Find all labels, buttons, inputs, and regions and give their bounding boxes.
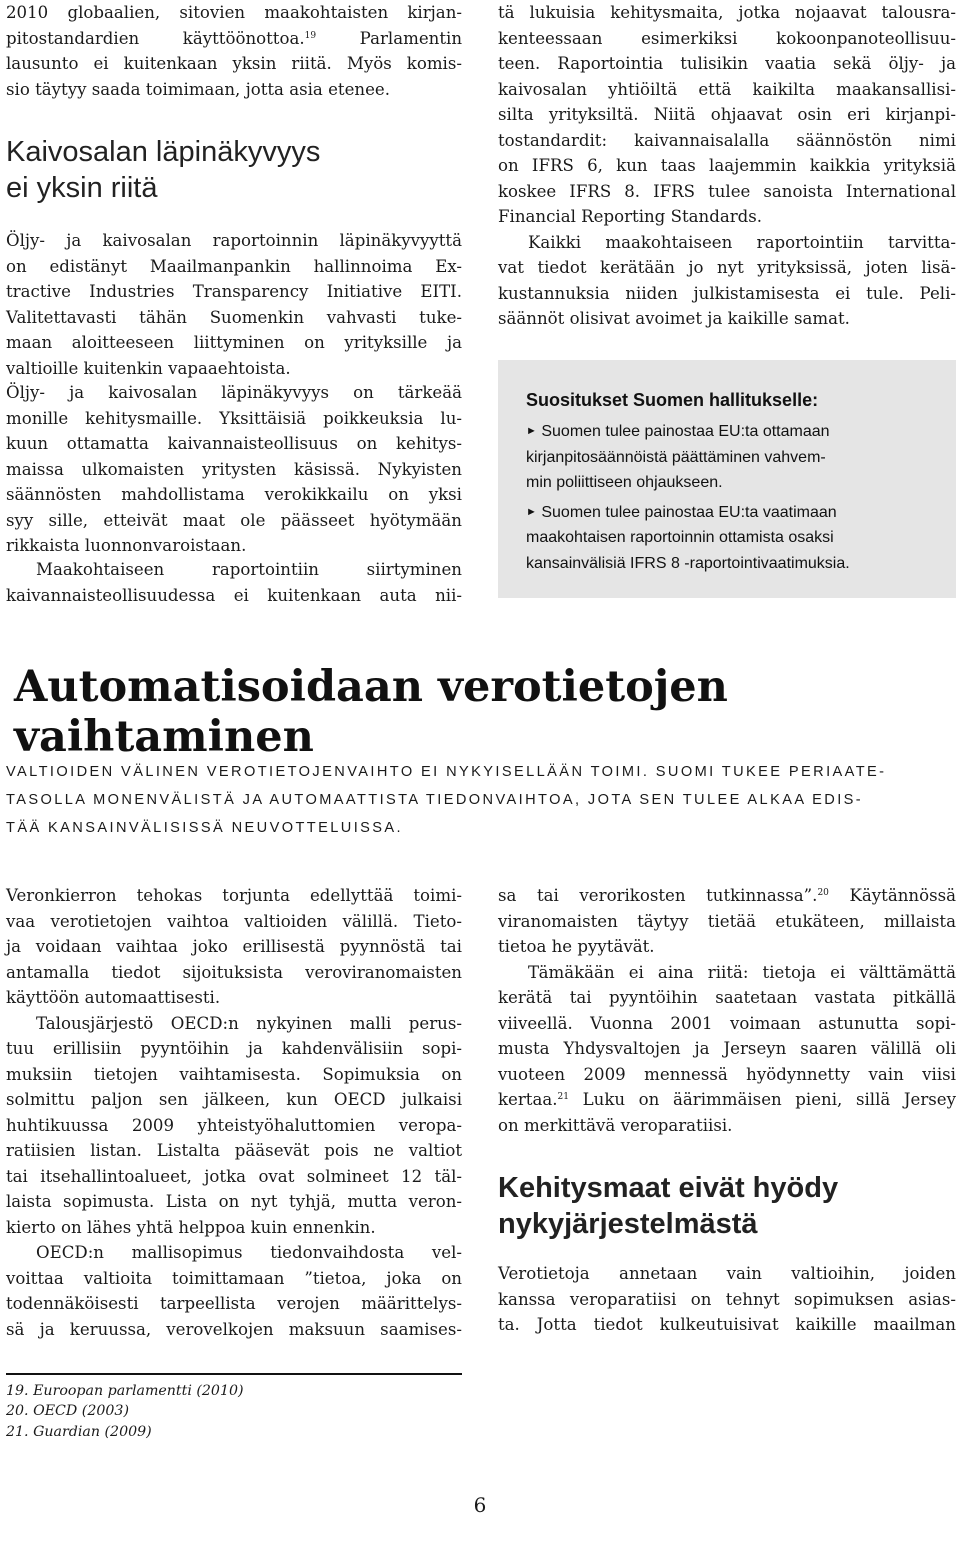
text-line: maakohtaisen raportoinnin ottamista osaksi <box>526 529 834 546</box>
text-line: ta. Jotta tiedot kulkeutuisivat kaikille maailman <box>498 1315 956 1334</box>
text-line: kansainvälisiä IFRS 8 -raportointivaatimuksia. <box>526 554 850 572</box>
text-line: viiveellä. Vuonna 2001 voimaan astunutta sopi- <box>498 1013 956 1033</box>
text-line: kerätä tai pyyntöihin saatetaan vastata pitkällä <box>498 988 956 1007</box>
text-span: Käytännössä <box>849 886 957 905</box>
text-line: kaivosalan yhtiöiltä että kaikilta maakansallisi- <box>498 79 956 99</box>
recommendation-item <box>526 500 936 526</box>
top-right-column <box>498 0 956 332</box>
text-span: Luku on äärimmäisen pieni, sillä Jersey <box>582 1090 956 1109</box>
recommendations-box <box>498 360 956 598</box>
article-right-column <box>498 883 956 1138</box>
text-line: Verotietoja annetaan vain valtioihin, joiden <box>498 1264 956 1283</box>
text-span: Parlamentin <box>359 28 463 48</box>
text-line <box>498 883 956 909</box>
text-line: käyttöön automaattisesti. <box>6 988 221 1007</box>
text-line <box>498 1087 956 1113</box>
text-line: sä ja keruussa, verovelkojen maksuun saamises- <box>6 1319 462 1339</box>
text-line: kuun ottamatta kaivannaisteollisuus on kehitys- <box>6 434 462 453</box>
text-line: tä lukuisia kehitysmaita, jotka nojaavat talousra- <box>498 3 956 22</box>
text-line: ja voidaan vaihtaa joko erillisestä pyynnöstä tai <box>6 937 462 956</box>
text-line: kanssa veroparatiisi on tehnyt sopimuksen asias- <box>498 1289 956 1309</box>
text-line: säännöt olisivat avoimet ja kaikille samat. <box>498 309 850 328</box>
heading-line: Kehitysmaat eivät hyödy <box>498 1172 839 1204</box>
text-span: sa tai verorikosten tutkinnassa”. <box>498 886 818 905</box>
text-line: syy sille, etteivät maat ole päässeet hyötymään <box>6 510 462 530</box>
text-line: vaa verotietojen vaihtoa valtioiden välillä. Tieto- <box>6 911 462 931</box>
text-line: kenteessaan esimerkiksi kokoonpanoteollisuu- <box>498 28 956 48</box>
top-left-column <box>6 0 462 102</box>
text-line: valtioille kuitenkin vapaaehtoista. <box>6 358 291 378</box>
text-line: Valitettavasti tähän Suomenkin vahvasti tuke- <box>6 307 462 327</box>
text-line: Veronkierron tehokas torjunta edellyttää toimi- <box>6 886 462 905</box>
footnote-ref: 21 <box>557 1092 569 1102</box>
text-line: Tämäkään ei aina riitä: tietoja ei välttämättä <box>528 962 956 982</box>
text-line: Maakohtaiseen raportointiin siirtyminen <box>36 560 462 579</box>
text-line: musta Yhdysvaltojen ja Jerseyn saaren välillä oli <box>498 1039 956 1058</box>
text-line: Öljy- ja kaivosalan läpinäkyvyys on tärkeää <box>6 383 462 402</box>
arrow-bullet-icon: ► <box>526 425 537 437</box>
article-left-column <box>6 883 462 1342</box>
text-span: Suomen tulee painostaa EU:ta ottamaan <box>541 423 830 440</box>
text-line: vat tiedot kerätään jo nyt yrityksissä, joten lisä- <box>498 258 956 277</box>
text-line: Financial Reporting Standards. <box>498 207 763 226</box>
text-line: tietoa he pyytävät. <box>498 937 655 956</box>
text-line: rikkaista luonnonvaroistaan. <box>6 536 247 555</box>
text-line: laista sopimusta. Lista on nyt tyhjä, mutta veron- <box>6 1192 462 1211</box>
lead-line: TASOLLA MONENVÄLISTÄ JA AUTOMAATTISTA TIEDONVAIHTOA, JOTA SEN TULEE ALKAA EDIS- <box>6 792 864 808</box>
text-line: koskee IFRS 8. IFRS tulee sanoista International <box>498 181 956 201</box>
page-number: 6 <box>473 1493 487 1517</box>
paragraph <box>6 228 462 381</box>
paragraph <box>6 380 462 559</box>
recommendation-item <box>526 419 936 445</box>
footnote-ref: 20 <box>817 888 829 898</box>
heading-line: nykyjärjestelmästä <box>498 1208 758 1240</box>
text-line: ratiisien listan. Listalta pääsevät pois ne valtiot <box>6 1141 462 1160</box>
paragraph <box>498 1261 956 1338</box>
text-line: tuu erillisiin pyyntöihin ja kahdenvälisiin sopi- <box>6 1039 462 1058</box>
text-line: on merkittävä veroparatiisi. <box>498 1115 733 1135</box>
heading-line: Kaivosalan läpinäkyvyys <box>6 136 321 168</box>
text-line: tai itsehallintoalueet, jotka ovat solmineet 12 täl- <box>6 1166 462 1186</box>
text-line: Öljy- ja kaivosalan raportoinnin läpinäkyvyyttä <box>6 231 462 250</box>
text-line: min poliittiseen ohjaukseen. <box>526 474 723 491</box>
lead-line: VALTIOIDEN VÄLINEN VEROTIETOJENVAIHTO EI NYKYISELLÄÄN TOIMI. SUOMI TUKEE PERIAATE- <box>6 764 887 780</box>
recommendations-title: Suositukset Suomen hallitukselle: <box>526 390 819 410</box>
text-line: maan aloitteeseen liittyminen on yrityksille ja <box>6 333 462 352</box>
footnotes <box>6 1381 462 1442</box>
text-line: OECD:n mallisopimus tiedonvaihdosta vel- <box>36 1243 462 1262</box>
text-span: kertaa. <box>498 1090 558 1109</box>
paragraph <box>6 557 462 608</box>
text-line: silta yrityksiltä. Niitä ohjaavat osin eri kirjanpi- <box>498 105 956 124</box>
text-line: kirjanpitosäännöistä päättäminen vahvem- <box>526 448 826 466</box>
text-line: kustannuksia niiden julkistamisesta ei tule. Peli- <box>498 283 956 303</box>
text-line: säännösten mahdollistama verokikkailu on yksi <box>6 485 462 504</box>
text-line: kierto on lähes yhtä helppoa kuin ennenkin. <box>6 1217 376 1237</box>
footnote: 19. Euroopan parlamentti (2010) <box>6 1383 244 1399</box>
text-line: kaivannaisteollisuudessa ei kuitenkaan auta nii- <box>6 585 462 605</box>
text-span: Suomen tulee painostaa EU:ta vaatimaan <box>541 503 837 521</box>
text-line: monille kehitysmaille. Yksittäisiä poikkeuksia lu- <box>6 408 462 428</box>
text-line: antamalla tiedot sijoituksista veroviranomaisten <box>6 962 462 982</box>
footnote-divider <box>6 1373 462 1375</box>
text-line: 2010 globaalien, sitovien maakohtaisten kirjan- <box>6 3 462 22</box>
text-span: pitostandardien käyttöönottoa. <box>6 28 305 48</box>
text-line: teen. Raportointia tulisikin vaatia sekä öljy- ja <box>498 54 956 73</box>
text-line: solmittu paljon sen jälkeen, kun OECD julkaisi <box>6 1090 462 1109</box>
article-title: Automatisoidaan verotietojen vaihtaminen <box>14 662 728 762</box>
text-line: viranomaisten täytyy tietää etukäteen, millaista <box>498 911 956 931</box>
lead-line: TÄÄ KANSAINVÄLISISSÄ NEUVOTTELUISSA. <box>6 820 404 836</box>
text-line: voittaa valtioita toimittamaan ”tietoa, joka on <box>6 1268 462 1288</box>
heading-line: ei yksin riitä <box>6 172 158 204</box>
arrow-bullet-icon: ► <box>526 505 537 518</box>
footnote: 21. Guardian (2009) <box>6 1423 152 1440</box>
text-line: Kaikki maakohtaiseen raportointiin tarvitta- <box>528 232 956 252</box>
text-line: tostandardit: kaivannaisalalla säännöstön nimi <box>498 130 956 150</box>
text-line: lausunto ei kuitenkaan yksin riitä. Myös komis- <box>6 54 462 73</box>
recommendations-content <box>526 387 936 576</box>
text-line: todennäköisesti tarpeellista verojen määrittelys- <box>6 1294 462 1313</box>
text-line <box>6 26 462 52</box>
text-line: Talousjärjestö OECD:n nykyinen malli perus- <box>36 1013 462 1033</box>
text-line: tractive Industries Transparency Initiative EITI. <box>6 282 462 301</box>
text-line: vuoteen 2009 mennessä hyödynnetty vain viisi <box>498 1064 956 1084</box>
text-line: sio täytyy saada toimimaan, jotta asia etenee. <box>6 79 391 99</box>
text-line: huhtikuussa 2009 yhteistyöhaluttomien veropa- <box>6 1115 462 1135</box>
footnote: 20. OECD (2003) <box>6 1403 129 1420</box>
text-line: on edistänyt Maailmanpankin hallinnoima Ex- <box>6 256 462 276</box>
article-lead <box>6 758 956 842</box>
text-line: maissa ulkomaisten yritysten käsissä. Nykyisten <box>6 459 462 479</box>
footnote-ref: 19 <box>304 30 317 41</box>
text-line: on IFRS 6, kun taas laajemmin kaikkia yrityksiä <box>498 156 956 175</box>
text-line: muksiin tietojen vaihtamisesta. Sopimuksia on <box>6 1064 462 1084</box>
section-subheading <box>498 1170 956 1242</box>
section-heading <box>6 134 462 206</box>
